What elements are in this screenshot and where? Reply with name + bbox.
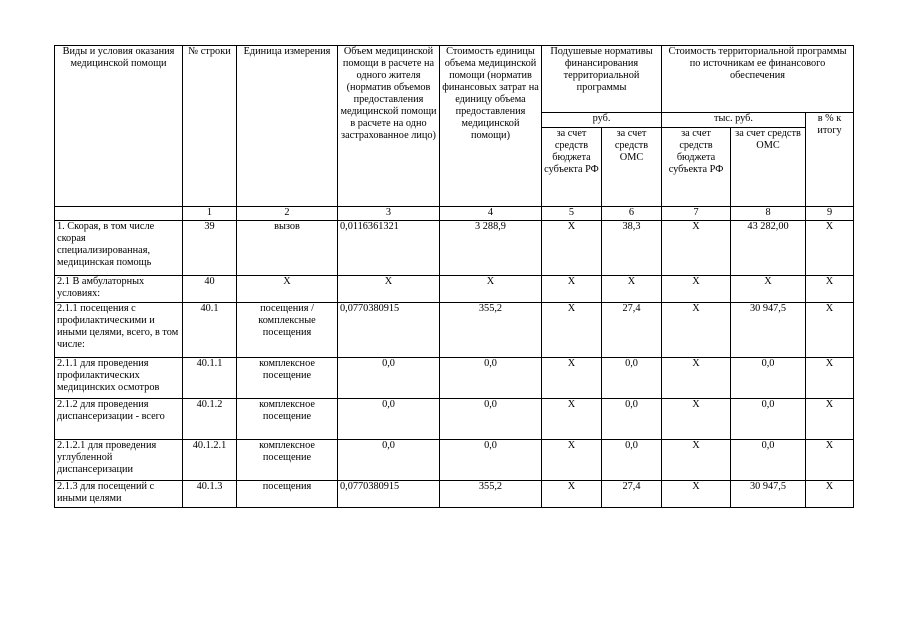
- row-volume: 0,0: [338, 440, 440, 481]
- row-percent: Х: [806, 221, 854, 276]
- medical-care-cost-table: [54, 45, 854, 508]
- row-cost: 3 288,9: [440, 221, 542, 276]
- column-number: 5: [542, 207, 602, 221]
- row-oms-rub: 27,4: [602, 303, 662, 358]
- header-budget-thous: за счет средств бюджета субъекта РФ: [662, 128, 731, 207]
- row-budget-rub: Х: [542, 303, 602, 358]
- column-number: 3: [338, 207, 440, 221]
- row-number: 40.1.2.1: [183, 440, 237, 481]
- table-row: [55, 221, 854, 276]
- header-cost: Стоимость единицы объема медицинской помощи (норматив финансовых затрат на единицу объема предоставления медицинской помощи): [440, 46, 542, 207]
- header-thous-rub: тыс. руб.: [662, 113, 806, 128]
- column-number: 2: [237, 207, 338, 221]
- row-oms-thous: 43 282,00: [731, 221, 806, 276]
- row-budget-thous: Х: [662, 440, 731, 481]
- row-oms-rub: Х: [602, 276, 662, 303]
- column-number: 6: [602, 207, 662, 221]
- row-unit: комплексное посещение: [237, 440, 338, 481]
- row-number: 40: [183, 276, 237, 303]
- header-oms-thous: за счет средств ОМС: [731, 128, 806, 207]
- row-unit: Х: [237, 276, 338, 303]
- column-number: [55, 207, 183, 221]
- row-budget-rub: Х: [542, 440, 602, 481]
- header-program-cost: Стоимость территориальной программы по источникам ее финансового обеспечения: [662, 46, 854, 113]
- row-oms-rub: 27,4: [602, 481, 662, 508]
- row-oms-thous: 0,0: [731, 440, 806, 481]
- row-number: 39: [183, 221, 237, 276]
- row-unit: комплексное посещение: [237, 399, 338, 440]
- row-percent: Х: [806, 358, 854, 399]
- row-budget-rub: Х: [542, 358, 602, 399]
- row-oms-rub: 38,3: [602, 221, 662, 276]
- table-row: [55, 276, 854, 303]
- row-cost: 355,2: [440, 303, 542, 358]
- row-percent: Х: [806, 440, 854, 481]
- row-oms-thous: 0,0: [731, 399, 806, 440]
- row-volume: 0,0: [338, 358, 440, 399]
- row-budget-thous: Х: [662, 358, 731, 399]
- row-oms-rub: 0,0: [602, 358, 662, 399]
- row-oms-thous: 30 947,5: [731, 303, 806, 358]
- row-oms-thous: Х: [731, 276, 806, 303]
- header-percent-total: в % к итогу: [806, 113, 854, 207]
- row-cost: 0,0: [440, 358, 542, 399]
- table-row: [55, 358, 854, 399]
- row-volume: 0,0770380915: [338, 303, 440, 358]
- row-name: 2.1.2 для проведения диспансеризации - всего: [55, 399, 183, 440]
- column-number: 1: [183, 207, 237, 221]
- row-budget-thous: Х: [662, 303, 731, 358]
- row-unit: посещения / комплексные посещения: [237, 303, 338, 358]
- column-number: 7: [662, 207, 731, 221]
- row-volume: Х: [338, 276, 440, 303]
- table-row: [55, 303, 854, 358]
- row-number: 40.1: [183, 303, 237, 358]
- row-budget-rub: Х: [542, 276, 602, 303]
- row-budget-rub: Х: [542, 399, 602, 440]
- row-budget-thous: Х: [662, 221, 731, 276]
- row-budget-rub: Х: [542, 481, 602, 508]
- row-name: 2.1.2.1 для проведения углубленной диспансеризации: [55, 440, 183, 481]
- header-budget-rub: за счет средств бюджета субъекта РФ: [542, 128, 602, 207]
- row-name: 2.1.3 для посещений с иными целями: [55, 481, 183, 508]
- row-oms-thous: 30 947,5: [731, 481, 806, 508]
- row-number: 40.1.3: [183, 481, 237, 508]
- table-row: [55, 440, 854, 481]
- column-number-row: [55, 207, 854, 221]
- row-percent: Х: [806, 276, 854, 303]
- header-oms-rub: за счет средств ОМС: [602, 128, 662, 207]
- header-kind: Виды и условия оказания медицинской помощи: [55, 46, 183, 207]
- row-cost: 355,2: [440, 481, 542, 508]
- table-row: [55, 481, 854, 508]
- header-rownum: № строки: [183, 46, 237, 207]
- row-unit: посещения: [237, 481, 338, 508]
- header-percapita: Подушевые нормативы финансирования территориальной программы: [542, 46, 662, 113]
- row-cost: Х: [440, 276, 542, 303]
- header-unit: Единица измерения: [237, 46, 338, 207]
- row-percent: Х: [806, 303, 854, 358]
- row-percent: Х: [806, 481, 854, 508]
- row-number: 40.1.1: [183, 358, 237, 399]
- row-budget-thous: Х: [662, 399, 731, 440]
- row-budget-rub: Х: [542, 221, 602, 276]
- table-row: [55, 399, 854, 440]
- header-rub: руб.: [542, 113, 662, 128]
- row-name: 1. Скорая, в том числе скорая специализированная, медицинская помощь: [55, 221, 183, 276]
- row-budget-thous: Х: [662, 481, 731, 508]
- row-budget-thous: Х: [662, 276, 731, 303]
- row-volume: 0,0770380915: [338, 481, 440, 508]
- row-name: 2.1.1 для проведения профилактических медицинских осмотров: [55, 358, 183, 399]
- header-volume: Объем медицинской помощи в расчете на одного жителя (норматив объемов предоставления медицинской помощи в расчете на одно застрахованное лицо): [338, 46, 440, 207]
- row-oms-thous: 0,0: [731, 358, 806, 399]
- column-number: 8: [731, 207, 806, 221]
- column-number: 4: [440, 207, 542, 221]
- row-oms-rub: 0,0: [602, 440, 662, 481]
- row-unit: комплексное посещение: [237, 358, 338, 399]
- row-name: 2.1.1 посещения с профилактическими и иными целями, всего, в том числе:: [55, 303, 183, 358]
- header-row-1: [55, 46, 854, 113]
- row-volume: 0,0: [338, 399, 440, 440]
- row-number: 40.1.2: [183, 399, 237, 440]
- row-percent: Х: [806, 399, 854, 440]
- row-cost: 0,0: [440, 399, 542, 440]
- row-volume: 0,0116361321: [338, 221, 440, 276]
- row-unit: вызов: [237, 221, 338, 276]
- row-oms-rub: 0,0: [602, 399, 662, 440]
- row-cost: 0,0: [440, 440, 542, 481]
- row-name: 2.1 В амбулаторных условиях:: [55, 276, 183, 303]
- column-number: 9: [806, 207, 854, 221]
